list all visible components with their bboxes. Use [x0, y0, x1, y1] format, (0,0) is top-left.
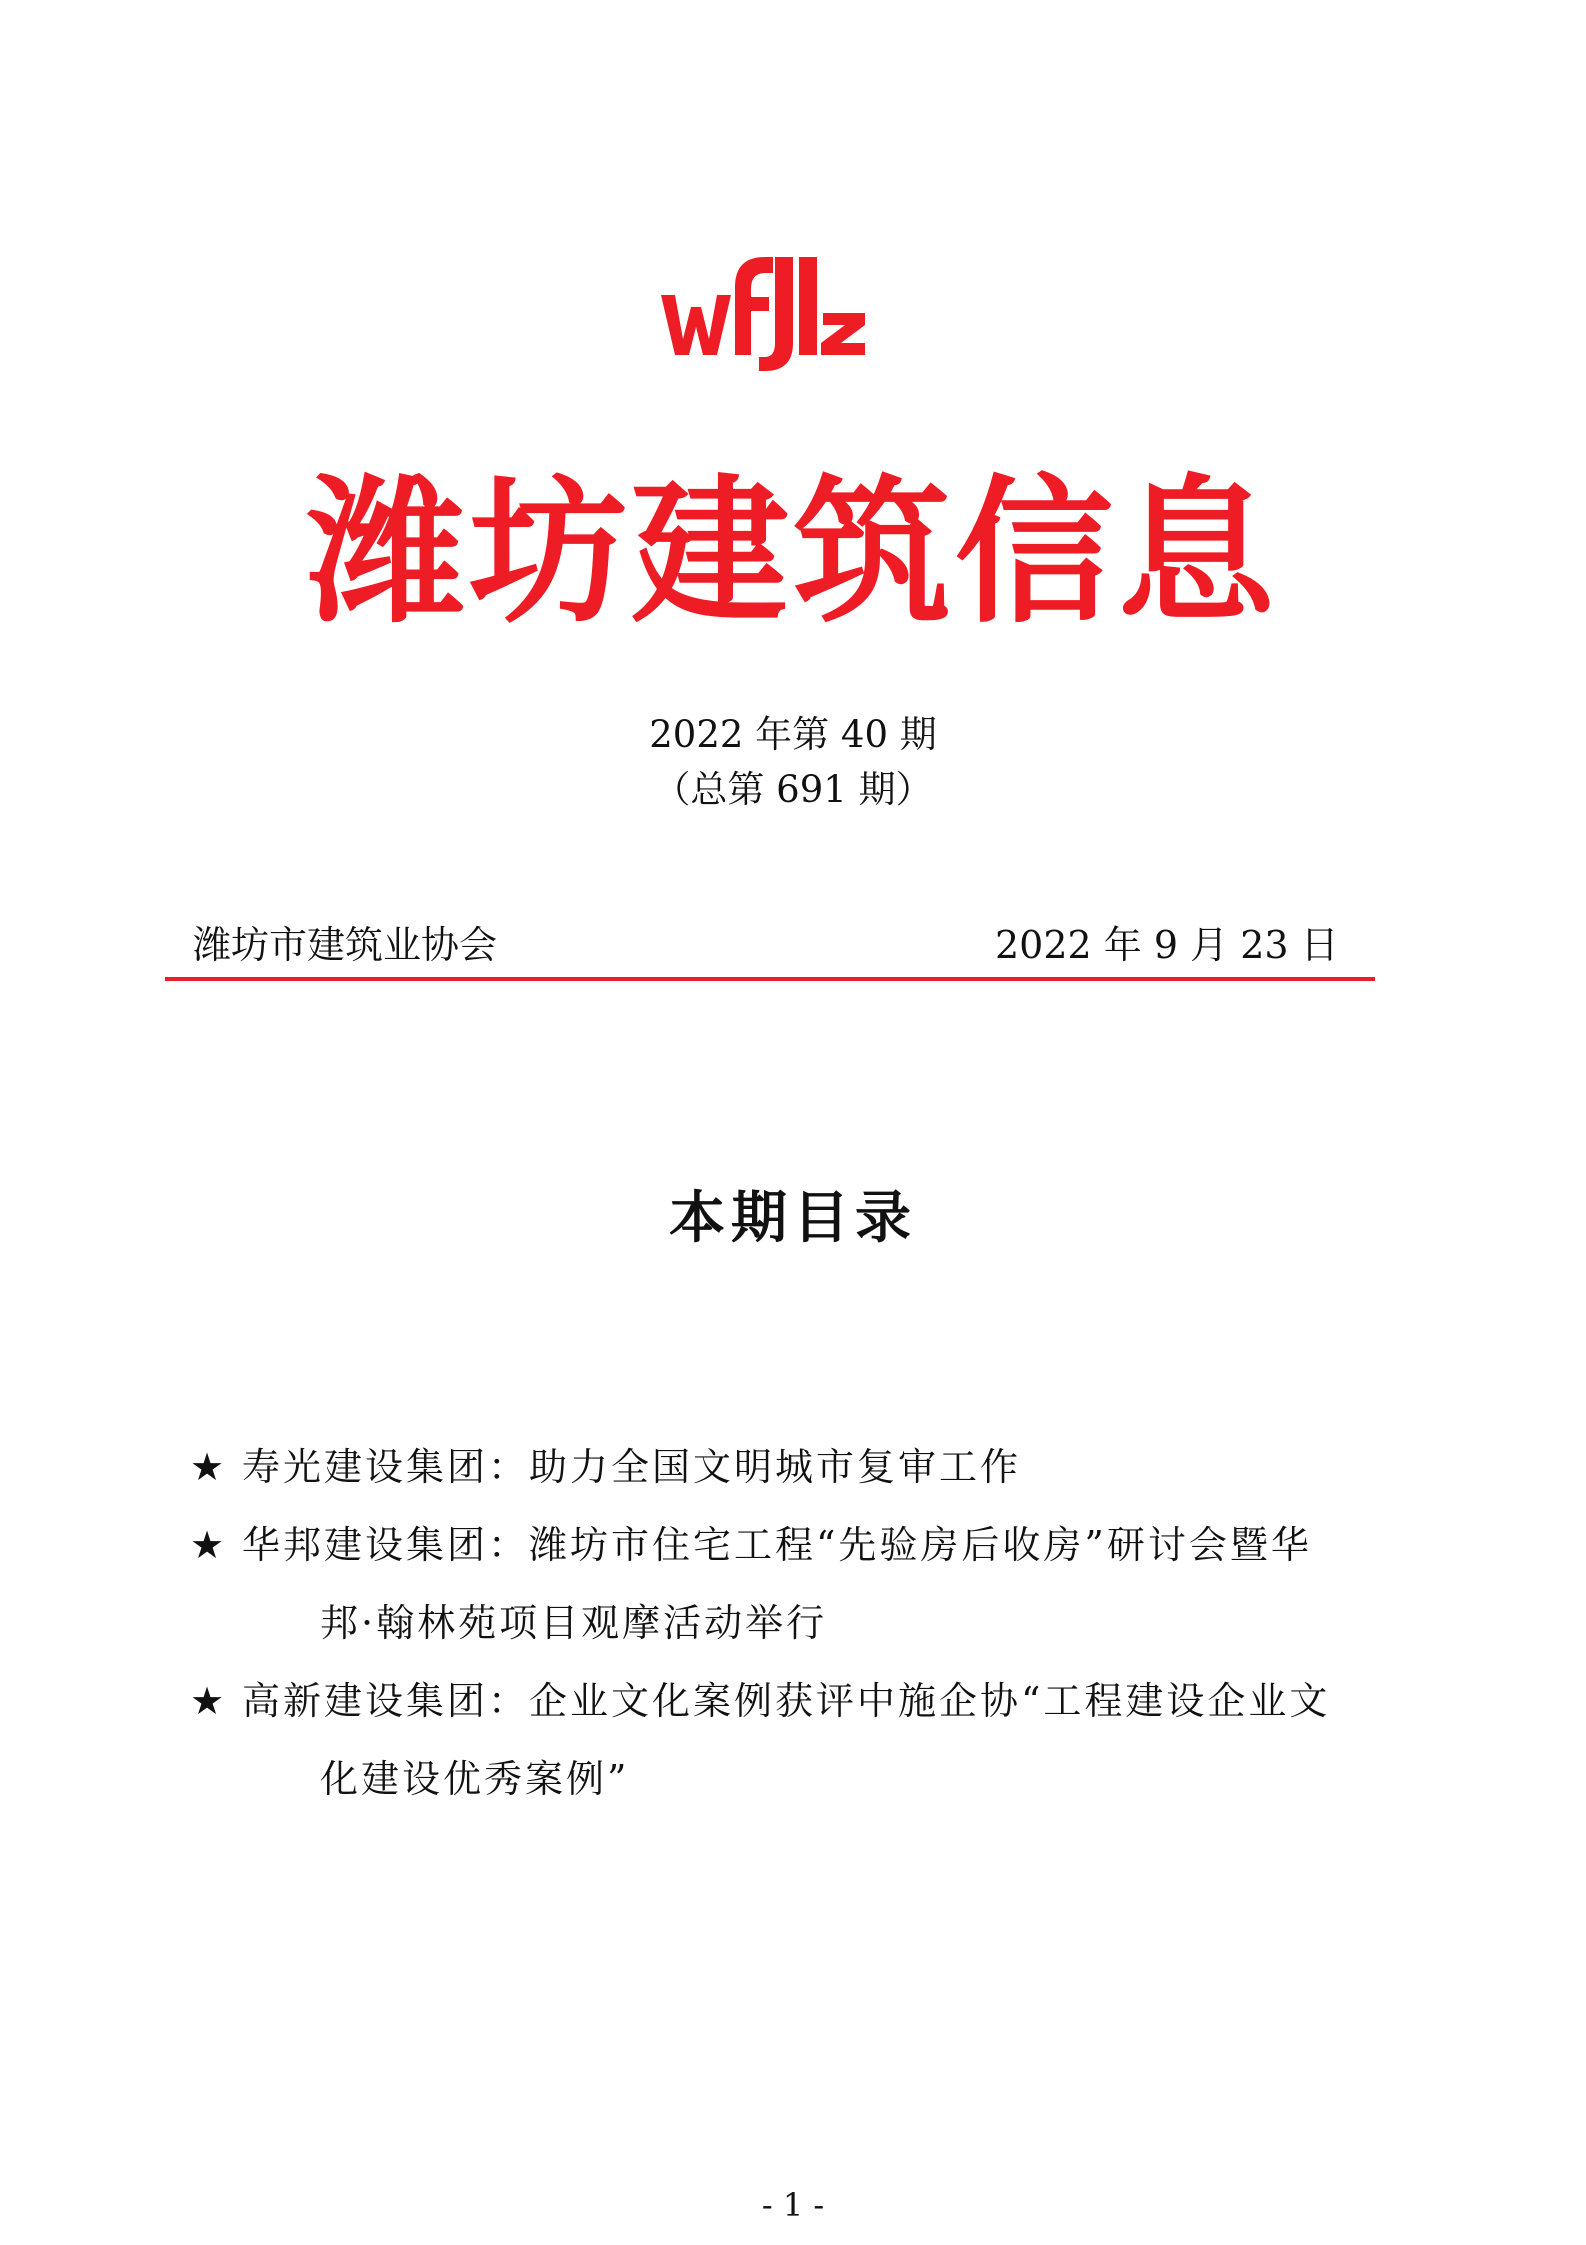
- star-icon: ★: [190, 1679, 228, 1723]
- toc-item-line: 寿光建设集团：助力全国文明城市复审工作: [242, 1445, 1022, 1489]
- masthead-title: 潍坊建筑信息: [307, 460, 1279, 645]
- header-divider: [165, 977, 1375, 981]
- issue-total-number: （总第 691 期）: [653, 768, 933, 811]
- logo-graphic: [653, 247, 873, 377]
- toc-item-line: 高新建设集团：企业文化案例获评中施企协“工程建设企业文: [242, 1679, 1331, 1723]
- page-number: - 1 -: [761, 2186, 825, 2224]
- toc-title: 本期目录: [669, 1185, 917, 1251]
- star-icon: ★: [190, 1523, 228, 1567]
- issue-number: 2022 年第 40 期: [649, 713, 937, 756]
- toc-item-continuation: 邦·翰林苑项目观摩活动举行: [320, 1601, 828, 1645]
- wfjz-logo: [653, 247, 873, 377]
- toc-item[interactable]: [190, 1662, 1420, 1818]
- star-icon: ★: [190, 1445, 228, 1489]
- toc-list: [190, 1428, 1420, 1818]
- toc-item-continuation: 化建设优秀案例”: [320, 1757, 630, 1801]
- publisher-name: 潍坊市建筑业协会: [193, 923, 498, 967]
- toc-item[interactable]: [190, 1506, 1420, 1662]
- toc-item-line: 华邦建设集团：潍坊市住宅工程“先验房后收房”研讨会暨华: [242, 1523, 1312, 1567]
- publish-date: 2022 年 9 月 23 日: [995, 923, 1339, 967]
- toc-item[interactable]: [190, 1428, 1420, 1506]
